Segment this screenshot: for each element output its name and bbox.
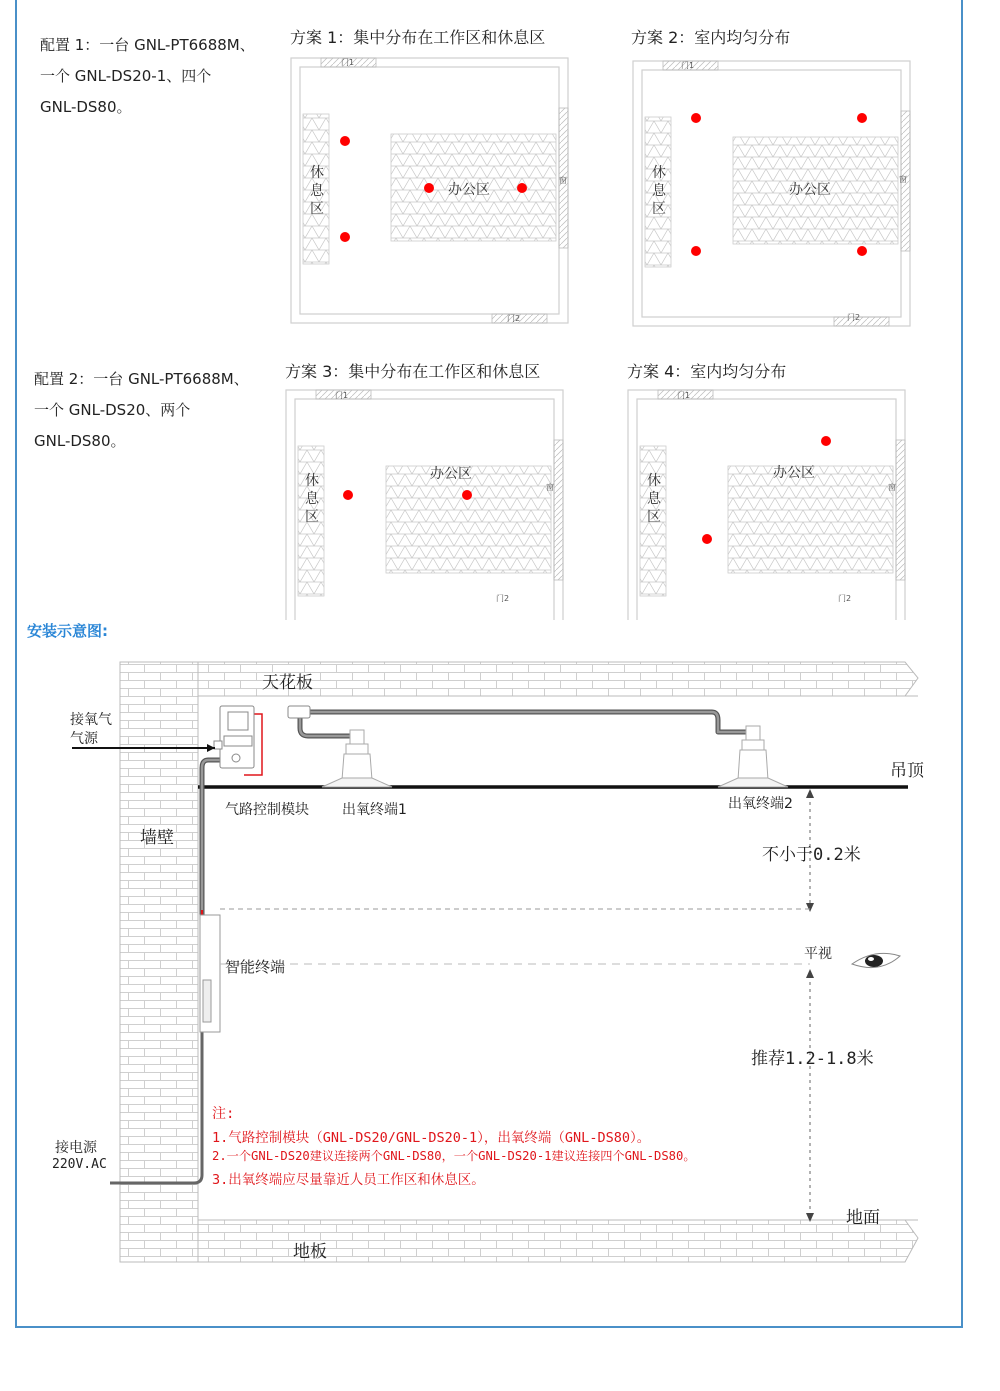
smart-terminal-label: 智能终端	[225, 958, 286, 976]
plan-1-window-label: 窗	[559, 176, 567, 185]
ground-label: 地面	[846, 1208, 880, 1228]
outlet-2-label: 出氧终端2	[728, 796, 793, 812]
note-3: 3.出氧终端应尽量靠近人员工作区和休息区。	[212, 1172, 485, 1188]
ceiling-band	[120, 662, 918, 696]
plan-4-room	[628, 390, 905, 620]
outlet-1-label: 出氧终端1	[342, 802, 407, 818]
plan-2-rest-char2: 息	[652, 183, 666, 199]
gas-source-label-2: 气源	[70, 731, 98, 747]
suspended-ceiling-label: 吊顶	[890, 761, 924, 781]
plan-1-rest-char2: 息	[310, 183, 324, 199]
wall	[120, 662, 198, 1262]
floor-band	[120, 1220, 918, 1262]
plan-2-door1-label: 门1	[681, 61, 695, 70]
plan-2-dot-1	[691, 113, 701, 123]
plan-2-window-label: 窗	[899, 175, 907, 184]
floor-label: 地板	[293, 1242, 327, 1262]
plan-3-door2-label: 门2	[496, 594, 510, 603]
smart-terminal-device	[200, 915, 220, 1032]
plan-2-title: 方案 2：室内均匀分布	[631, 28, 791, 47]
plan-2-rest-char1: 休	[652, 165, 666, 181]
plan-2-door2-label: 门2	[847, 313, 861, 322]
plan-3-rest-char1: 休	[305, 473, 319, 489]
plan-2-rest-char3: 区	[652, 201, 666, 217]
floor-plans	[0, 0, 1000, 620]
plan-2-dot-4	[857, 246, 867, 256]
plan-1-rest-char3: 区	[310, 201, 324, 217]
wall-label: 墙壁	[140, 828, 174, 848]
plan-1-door2-label: 门2	[507, 314, 521, 323]
plan-4-door2-label: 门2	[838, 594, 852, 603]
power-source-label-1: 接电源	[55, 1140, 97, 1156]
plan-4-dot-2	[702, 534, 712, 544]
min-distance-label: 不小于0.2米	[762, 845, 861, 865]
config-1-text: 配置 1：一台 GNL-PT6688M、 一个 GNL-DS20-1、四个 GNL-DS80。	[40, 36, 255, 116]
plan-1-door1-label: 门1	[341, 58, 355, 67]
plan-2-dot-2	[857, 113, 867, 123]
plan-4-dot-1	[821, 436, 831, 446]
config-2-text: 配置 2：一台 GNL-PT6688M、 一个 GNL-DS20、两个 GNL-DS80。	[34, 370, 249, 450]
plan-4-rest-char3: 区	[647, 509, 661, 525]
plan-1-dot-3	[424, 183, 434, 193]
plan-4-title: 方案 4：室内均匀分布	[627, 362, 787, 381]
plan-1-dot-4	[517, 183, 527, 193]
plan-3-office-label: 办公区	[430, 466, 472, 482]
plan-3-dot-1	[343, 490, 353, 500]
install-diagram	[0, 640, 1000, 1360]
gas-source-label-1: 接氧气	[70, 712, 112, 728]
plan-1-office-label: 办公区	[448, 182, 490, 198]
recommended-height-label: 推荐1.2-1.8米	[751, 1049, 874, 1069]
plan-3-rest-char3: 区	[305, 509, 319, 525]
ceiling-label: 天花板	[262, 673, 313, 693]
plan-3-room	[286, 390, 563, 620]
plan-4-rest-char1: 休	[647, 473, 661, 489]
plan-2-office-label: 办公区	[789, 182, 831, 198]
plan-1-dot-1	[340, 136, 350, 146]
plan-3-door1-label: 门1	[335, 391, 349, 400]
plan-1-dot-2	[340, 232, 350, 242]
plan-3-rest-char2: 息	[305, 491, 319, 507]
plan-1-rest-char1: 休	[310, 165, 324, 181]
plan-3-window-label: 窗	[546, 483, 554, 492]
plan-2-room	[633, 61, 910, 326]
plan-3-dot-2	[462, 490, 472, 500]
eye-level-label: 平视	[804, 946, 832, 962]
gas-module-label: 气路控制模块	[225, 802, 309, 818]
plan-4-rest-char2: 息	[647, 491, 661, 507]
plan-3-title: 方案 3：集中分布在工作区和休息区	[285, 362, 541, 381]
plan-4-door1-label: 门1	[677, 391, 691, 400]
notes-title: 注:	[212, 1106, 235, 1122]
install-section-title: 安装示意图:	[27, 622, 108, 640]
plan-4-window-label: 窗	[888, 483, 896, 492]
note-2: 2.一个GNL-DS20建议连接两个GNL-DS80，一个GNL-DS20-1建议连接四个GNL-DS80。	[212, 1149, 696, 1163]
power-source-label-2: 220V.AC	[52, 1157, 107, 1172]
note-1: 1.气路控制模块（GNL-DS20/GNL-DS20-1），出氧终端（GNL-DS80）。	[212, 1130, 651, 1146]
plan-4-office-label: 办公区	[773, 465, 815, 481]
plan-2-dot-3	[691, 246, 701, 256]
plan-1-title: 方案 1：集中分布在工作区和休息区	[290, 28, 546, 47]
